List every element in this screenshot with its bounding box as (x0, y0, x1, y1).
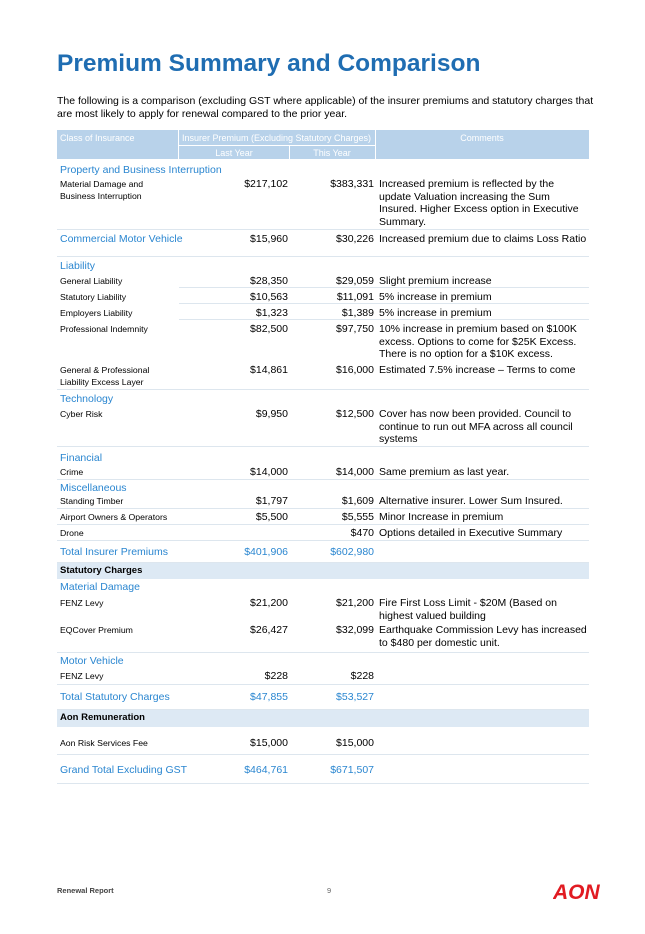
intro-paragraph: The following is a comparison (excluding GST where applicable) of the insurer premiums and statutory charges that are most likely to apply for renewal compared to the prior year. (57, 95, 594, 120)
row-label: General Liability (60, 276, 123, 286)
row-label: Statutory Liability (60, 292, 127, 302)
table-row (57, 464, 589, 480)
comment: Increased premium is reflected by the update Valuation increasing the Sum Insured. Higher Excess option in Executive Summary. (379, 178, 579, 228)
last-year-value: $28,350 (250, 275, 288, 287)
table-row (57, 320, 589, 361)
header-premium: Insurer Premium (Excluding Statutory Charges) (181, 133, 372, 143)
this-year-value: $11,091 (336, 291, 374, 303)
this-year-value: $5,555 (341, 511, 374, 523)
last-year-value: $15,000 (250, 737, 288, 749)
comment: 5% increase in premium (379, 291, 492, 303)
this-year-value: $383,331 (330, 178, 374, 190)
section-heading: Material Damage (60, 581, 140, 593)
row-label: Employers Liability (60, 308, 133, 318)
section-heading: Property and Business Interruption (60, 164, 222, 176)
table-row (57, 405, 589, 447)
row-label: FENZ Levy (60, 598, 104, 608)
row-label: Airport Owners & Operators (60, 512, 168, 522)
aon-logo (553, 880, 608, 902)
this-year-value: $97,750 (336, 323, 374, 335)
row-label: Crime (60, 467, 84, 477)
section-heading: Motor Vehicle (60, 655, 124, 667)
table-row (57, 494, 589, 509)
total-last-year: $47,855 (250, 691, 288, 703)
footer-report-name: Renewal Report (57, 886, 114, 895)
section-band: Aon Remuneration (57, 710, 589, 727)
total-label: Total Statutory Charges (60, 691, 170, 703)
table-row (57, 623, 589, 653)
total-last-year: $401,906 (244, 546, 288, 558)
last-year-value: $1,323 (255, 307, 288, 319)
header-last-year: Last Year (215, 148, 253, 158)
last-year-value: $26,427 (250, 624, 288, 636)
table-row (57, 361, 589, 390)
this-year-value: $16,000 (336, 364, 374, 376)
this-year-value: $32,099 (336, 624, 374, 636)
table-row (57, 272, 589, 288)
section-heading: Miscellaneous (60, 482, 127, 494)
total-this-year: $602,980 (330, 546, 374, 558)
comment: Increased premium due to claims Loss Ratio (379, 233, 587, 245)
table-row (57, 727, 589, 755)
comment: 5% increase in premium (379, 307, 492, 319)
row-label: Material Damage and Business Interruption (60, 179, 144, 201)
row-label: General & Professional Liability Excess Layer (60, 365, 150, 387)
comment: Slight premium increase (379, 275, 492, 287)
this-year-value: $12,500 (336, 408, 374, 420)
header-this-year: This Year (313, 148, 351, 158)
comment: Alternative insurer. Lower Sum Insured. (379, 495, 563, 507)
table-row (57, 525, 589, 541)
total-last-year: $464,761 (244, 764, 288, 776)
total-this-year: $53,527 (336, 691, 374, 703)
this-year-value: $470 (350, 527, 374, 539)
this-year-value: $29,059 (336, 275, 374, 287)
row-label: Cyber Risk (60, 409, 103, 419)
row-label: Standing Timber (60, 496, 124, 506)
this-year-value: $21,200 (336, 597, 374, 609)
comment: Fire First Loss Limit - $20M (Based on highest valued building (379, 597, 557, 622)
section-heading: Financial (60, 452, 103, 464)
table-row (57, 176, 589, 230)
this-year-value: $14,000 (336, 466, 374, 478)
header-class: Class of Insurance (60, 133, 135, 143)
last-year-value: $217,102 (244, 178, 288, 190)
row-label: Commercial Motor Vehicle (60, 233, 183, 245)
header-comments: Comments (460, 133, 504, 143)
page-title: Premium Summary and Comparison (57, 50, 481, 77)
header-divider (289, 145, 290, 159)
last-year-value: $21,200 (250, 597, 288, 609)
table-row (57, 288, 589, 304)
this-year-value: $1,609 (341, 495, 374, 507)
premium-table (57, 130, 589, 784)
last-year-value: $82,500 (250, 323, 288, 335)
last-year-value: $14,861 (250, 364, 288, 376)
section-heading: Technology (60, 393, 114, 405)
comment: Same premium as last year. (379, 466, 510, 478)
table-row (57, 230, 589, 257)
comment: Estimated 7.5% increase – Terms to come (379, 364, 576, 376)
last-year-value: $10,563 (250, 291, 288, 303)
last-year-value: $15,960 (250, 233, 288, 245)
row-label: FENZ Levy (60, 671, 104, 681)
comment: Minor Increase in premium (379, 511, 504, 523)
table-row (57, 593, 589, 623)
section-heading: Liability (60, 260, 96, 272)
last-year-value: $228 (264, 670, 288, 682)
page-number: 9 (327, 886, 332, 895)
this-year-value: $15,000 (336, 737, 374, 749)
comment: Cover has now been provided. Council to continue to run out MFA across all council systems (379, 408, 573, 445)
comment: Earthquake Commission Levy has increased to $480 per domestic unit. (379, 624, 587, 649)
last-year-value: $14,000 (250, 466, 288, 478)
last-year-value: $1,797 (255, 495, 288, 507)
total-row (57, 755, 589, 784)
header-divider (179, 145, 375, 146)
this-year-value: $1,389 (341, 307, 374, 319)
this-year-value: $228 (350, 670, 374, 682)
table-row (57, 667, 589, 685)
row-divider (57, 783, 589, 784)
last-year-value: $5,500 (255, 511, 288, 523)
row-label: Drone (60, 528, 84, 538)
total-this-year: $671,507 (330, 764, 374, 776)
comment: 10% increase in premium based on $100K excess. Options to come for $25K Excess. There is no option for a $10K excess. (379, 323, 577, 360)
table-row (57, 509, 589, 525)
total-row (57, 685, 589, 710)
total-label: Grand Total Excluding GST (60, 764, 188, 776)
total-row (57, 541, 589, 563)
header-divider (375, 130, 376, 159)
logo-wordmark: AON (553, 881, 600, 902)
last-year-value: $9,950 (255, 408, 288, 420)
comment: Options detailed in Executive Summary (379, 527, 563, 539)
table-header (57, 130, 589, 159)
total-label: Total Insurer Premiums (60, 546, 168, 558)
section-band: Statutory Charges (57, 563, 589, 579)
row-label: Aon Risk Services Fee (60, 738, 148, 748)
row-label: EQCover Premium (60, 625, 133, 635)
table-row (57, 304, 589, 320)
row-label: Professional Indemnity (60, 324, 148, 334)
this-year-value: $30,226 (336, 233, 374, 245)
